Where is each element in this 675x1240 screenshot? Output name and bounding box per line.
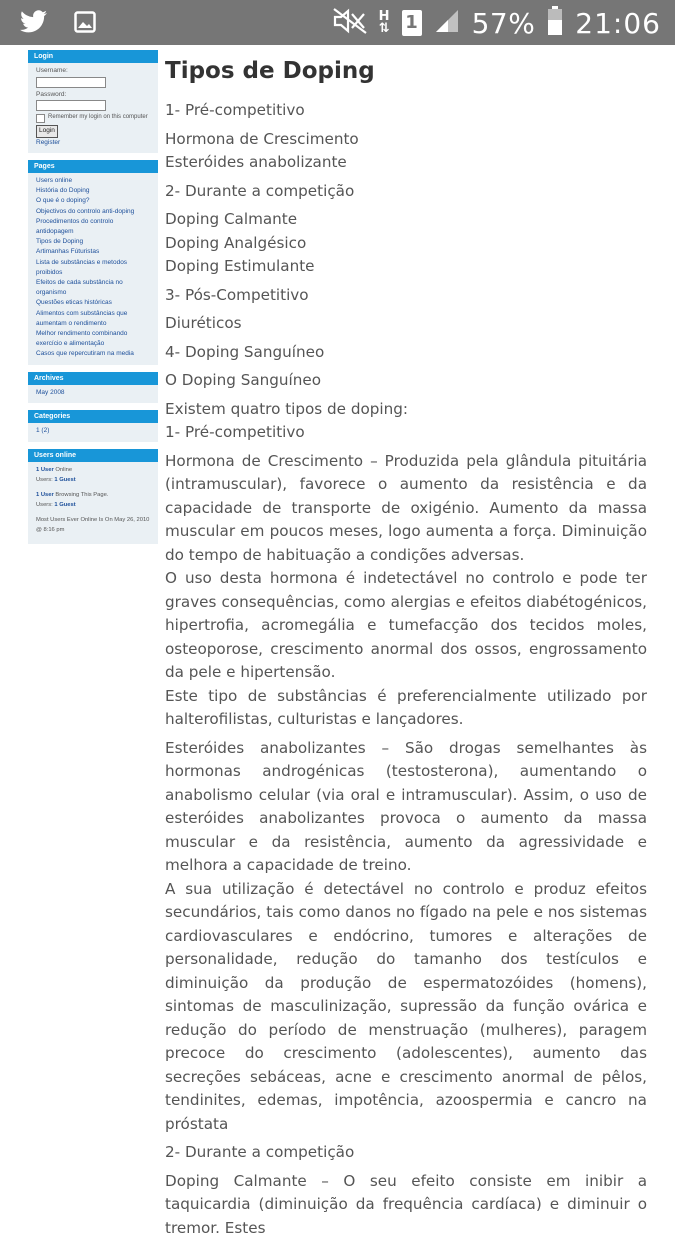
list-item: Diuréticos [165,312,647,336]
twitter-icon [20,10,48,38]
page-link[interactable]: Users online [36,176,150,186]
online-count: 1 User [36,467,54,473]
page-link[interactable]: Lista de substâncias e metodos proibidos [36,258,150,278]
archive-link[interactable]: May 2008 [36,388,150,399]
online-users-label: Users: [36,477,53,483]
intro-text: Existem quatro tipos de doping: [165,398,647,422]
password-label: Password: [36,90,150,101]
paragraph: Esteróides anabolizantes – São drogas semelhantes às hormonas androgénicas (testosterona), aumentando o anabolismo celular (via oral e intramuscular). Assim, o uso de esteróides anabolizantes provoca o aumento da massa muscular e da resistência, aumento da agressividade e melhora a capacidade de treino. [165,737,647,878]
username-label: Username: [36,66,150,77]
users-online-heading: Users online [28,449,158,462]
list-item: Doping Calmante [165,208,647,232]
login-button[interactable]: Login [36,125,58,138]
section-heading: 3- Pós-Competitivo [165,284,647,308]
page-link[interactable]: Melhor rendimento combinando exercício e alimentação [36,329,150,349]
pages-block [28,160,158,365]
list-item: Doping Estimulante [165,255,647,279]
clock: 21:06 [575,7,661,40]
image-icon [74,11,96,37]
categories-block [28,410,158,442]
paragraph: Hormona de Crescimento – Produzida pela glândula pituitária (intramuscular), favorece o aumento da resistência e da capacidade de transporte de oxigénio. Aumento da massa muscular em poucos meses, logo aumenta a força. Diminuição do tempo de habituação a condições adversas. [165,450,647,568]
section-heading: 4- Doping Sanguíneo [165,341,647,365]
remember-checkbox[interactable] [36,114,45,123]
list-item: Hormona de Crescimento [165,128,647,152]
online-text: Online [55,467,72,473]
browsing-users-label: Users: [36,502,53,508]
page-link[interactable]: Questões eticas históricas [36,298,150,308]
status-bar [0,0,675,45]
pages-heading: Pages [28,160,158,173]
page-link[interactable]: Artimanhas Fúturistas [36,247,150,257]
battery-percent: 57% [472,7,536,40]
sim-indicator: 1 [402,10,422,36]
online-count-line [36,465,150,476]
browsing-text: Browsing This Page. [55,492,108,498]
sidebar [28,50,158,551]
page-link[interactable]: Procedimentos do controlo antidopagem [36,217,150,237]
most-ever-online: Most Users Ever Online Is On May 26, 2010 @ 8:16 pm [36,515,150,536]
login-block [28,50,158,153]
browsing-count: 1 User [36,492,54,498]
browsing-count-line [36,490,150,501]
page-link[interactable]: Objectivos do controlo anti-doping [36,207,150,217]
category-link[interactable]: 1 (2) [36,426,150,437]
list-item: O Doping Sanguíneo [165,369,647,393]
network-type-icon: H ⇅ [379,11,390,35]
signal-icon [434,8,460,38]
page-link[interactable]: Casos que repercutiram na media [36,349,150,359]
remember-label: Remember my login on this computer [48,113,148,123]
section-heading: 2- Durante a competição [165,1141,647,1165]
login-heading: Login [28,50,158,63]
archives-block [28,372,158,404]
section-heading: 2- Durante a competição [165,180,647,204]
browsing-users-value: 1 Guest [54,502,75,508]
categories-heading: Categories [28,410,158,423]
intro-subheading: 1- Pré-competitivo [165,421,647,445]
register-link[interactable]: Register [36,138,150,149]
page-link[interactable]: Alimentos com substâncias que aumentam o rendimento [36,309,150,329]
page-title: Tipos de Doping [165,55,647,87]
password-input[interactable] [36,100,106,111]
username-input[interactable] [36,77,106,88]
network-type-label: H [379,9,390,24]
mute-icon [333,8,367,38]
paragraph: Doping Calmante – O seu efeito consiste em inibir a taquicardia (diminuição da frequência cardíaca) e diminuir o tremor. Estes [165,1170,647,1240]
list-item: Esteróides anabolizante [165,151,647,175]
battery-icon [547,6,563,40]
paragraph: O uso desta hormona é indetectável no controlo e pode ter graves consequências, como alergias e efeitos diabétogénicos, hipertrofia, acromegália e tumefacção dos tecidos moles, osteoporose, crescimento anormal dos ossos, engrossamento da pele e hipertensão. [165,567,647,685]
online-users-line [36,475,150,486]
article [165,55,647,1240]
page-link[interactable]: História do Doping [36,186,150,196]
archives-heading: Archives [28,372,158,385]
browsing-users-line [36,500,150,511]
page-link[interactable]: Efeitos de cada substância no organismo [36,278,150,298]
page-link[interactable]: O que é o doping? [36,196,150,206]
paragraph: A sua utilização é detectável no controlo e produz efeitos secundários, tais como danos no fígado na pele e nos sistemas cardiovasculares e endócrino, tumores e alterações de personalidade, redução do tamanho dos testículos e diminuição da produção de espermatozóides (homens), sintomas de masculinização, supressão da função ovárica e redução do período de menstruação (mulheres), paragem precoce do crescimento (adolescentes), aumento das secreções sebáceas, acne e crescimento anormal de pêlos, tendinites, edemas, impotência, azoospermia e cancro na próstata [165,878,647,1137]
page-link[interactable]: Tipos de Doping [36,237,150,247]
paragraph: Este tipo de substâncias é preferencialmente utilizado por halterofilistas, culturistas e lançadores. [165,685,647,732]
users-online-block [28,449,158,544]
section-heading: 1- Pré-competitivo [165,99,647,123]
list-item: Doping Analgésico [165,232,647,256]
online-users-value: 1 Guest [54,477,75,483]
